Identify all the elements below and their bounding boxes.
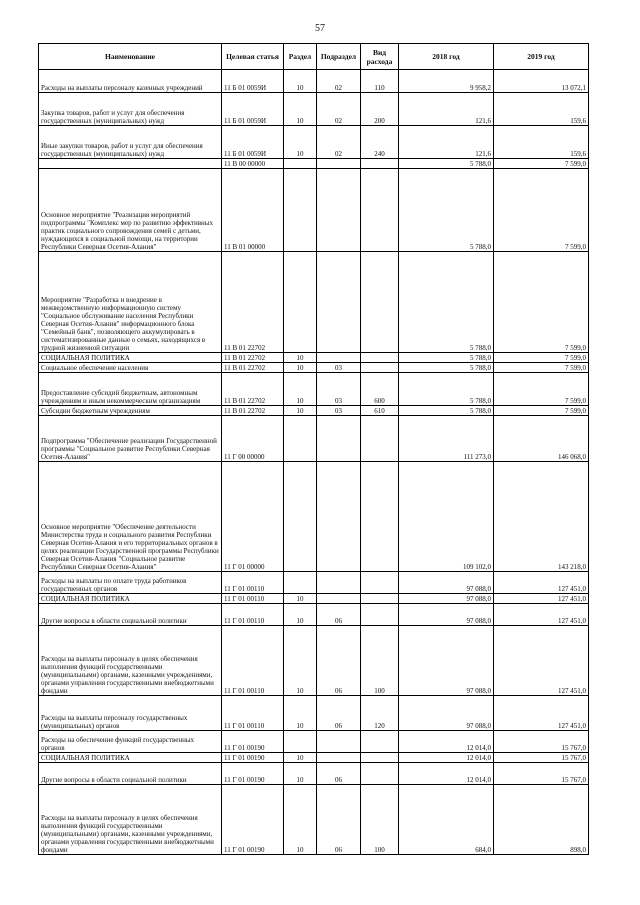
row-code-cell: 11 В 01 22702 — [222, 252, 284, 353]
row-2019-cell: 13 072,1 — [494, 70, 589, 93]
row-name-cell: Мероприятие "Разработка и внедрение в межведомственную информационную систему "Социальное обслуживание населения Республики Северная Осетия-Алания" информационного блока "Семейный банк", позволяющего аккумулировать в систематизированные данные о семьях, находящихся в трудной жизненной ситуации — [39, 252, 222, 353]
row-name-cell: Основное мероприятие "Обеспечение деятельности Министерства труда и социального развития Республики Северная Осетия-Алания и его территориальных органов в целях реализации Государственной программы Республики Северная Осетия-Алания "Социальное развитие Республики Северная Осетия-Алания" — [39, 462, 222, 572]
row-section-cell: 10 — [284, 696, 317, 731]
header-2019: 2019 год — [494, 44, 589, 70]
row-code-cell: 11 Г 01 00110 — [222, 594, 284, 604]
row-expense-type-cell — [361, 462, 399, 572]
row-2018-cell: 12 014,0 — [399, 763, 494, 785]
row-code-cell: 11 Г 01 00190 — [222, 753, 284, 763]
row-expense-type-cell: 100 — [361, 626, 399, 696]
row-name-cell: Подпрограмма "Обеспечение реализации Государственной программы "Социальное развитие Республики Северная Осетия-Алания" — [39, 416, 222, 462]
row-2019-cell: 146 068,0 — [494, 416, 589, 462]
row-name-cell: Иные закупки товаров, работ и услуг для обеспечения государственных (муниципальных) нужд — [39, 126, 222, 159]
row-2018-cell: 684,0 — [399, 785, 494, 855]
row-subsection-cell: 06 — [317, 763, 361, 785]
table-row — [39, 572, 589, 594]
row-code-cell: 11 Г 01 00110 — [222, 696, 284, 731]
row-2018-cell: 109 102,0 — [399, 462, 494, 572]
row-2018-cell: 121,6 — [399, 126, 494, 159]
row-2019-cell: 7 599,0 — [494, 373, 589, 406]
header-row — [39, 44, 589, 70]
row-section-cell: 10 — [284, 406, 317, 416]
row-section-cell — [284, 169, 317, 252]
row-subsection-cell: 06 — [317, 626, 361, 696]
row-subsection-cell: 03 — [317, 363, 361, 373]
row-subsection-cell — [317, 353, 361, 363]
row-2019-cell: 7 599,0 — [494, 159, 589, 169]
row-code-cell: 11 Г 01 00190 — [222, 763, 284, 785]
row-2019-cell: 15 767,0 — [494, 753, 589, 763]
row-name-cell: Расходы на обеспечение функций государственных органов — [39, 731, 222, 753]
row-2018-cell: 97 088,0 — [399, 604, 494, 626]
table-row — [39, 604, 589, 626]
header-section: Раздел — [284, 44, 317, 70]
header-name: Наименование — [39, 44, 222, 70]
row-expense-type-cell: 200 — [361, 93, 399, 126]
row-section-cell: 10 — [284, 785, 317, 855]
row-2018-cell: 5 788,0 — [399, 169, 494, 252]
table-row — [39, 416, 589, 462]
row-code-cell: 11 Г 01 00000 — [222, 462, 284, 572]
table-row — [39, 753, 589, 763]
row-subsection-cell — [317, 753, 361, 763]
table-row — [39, 731, 589, 753]
row-subsection-cell: 06 — [317, 696, 361, 731]
row-2018-cell: 5 788,0 — [399, 373, 494, 406]
row-2019-cell: 159,6 — [494, 93, 589, 126]
row-section-cell: 10 — [284, 70, 317, 93]
row-2018-cell: 97 088,0 — [399, 594, 494, 604]
row-2018-cell: 121,6 — [399, 93, 494, 126]
row-expense-type-cell — [361, 363, 399, 373]
row-expense-type-cell — [361, 416, 399, 462]
row-subsection-cell — [317, 252, 361, 353]
row-subsection-cell — [317, 594, 361, 604]
row-expense-type-cell — [361, 252, 399, 353]
row-2019-cell: 7 599,0 — [494, 353, 589, 363]
row-2018-cell: 5 788,0 — [399, 252, 494, 353]
table-row — [39, 70, 589, 93]
row-2018-cell: 12 014,0 — [399, 753, 494, 763]
row-expense-type-cell — [361, 604, 399, 626]
header-expense-type: Вид расхода — [361, 44, 399, 70]
header-code: Целевая статья — [222, 44, 284, 70]
row-code-cell: 11 Б 01 0059И — [222, 70, 284, 93]
row-2019-cell: 7 599,0 — [494, 406, 589, 416]
row-section-cell: 10 — [284, 604, 317, 626]
header-subsection: Подраздел — [317, 44, 361, 70]
row-name-cell — [39, 159, 222, 169]
table-row — [39, 93, 589, 126]
row-expense-type-cell — [361, 169, 399, 252]
row-section-cell — [284, 252, 317, 353]
table-row — [39, 126, 589, 159]
row-section-cell: 10 — [284, 93, 317, 126]
row-2018-cell: 97 088,0 — [399, 572, 494, 594]
row-code-cell: 11 Г 01 00110 — [222, 572, 284, 594]
row-code-cell: 11 Г 00 00000 — [222, 416, 284, 462]
row-code-cell: 11 Б 01 0059И — [222, 93, 284, 126]
row-code-cell: 11 В 01 22702 — [222, 353, 284, 363]
row-name-cell: СОЦИАЛЬНАЯ ПОЛИТИКА — [39, 353, 222, 363]
row-2018-cell: 97 088,0 — [399, 626, 494, 696]
row-name-cell: Другие вопросы в области социальной политики — [39, 604, 222, 626]
row-2018-cell: 12 014,0 — [399, 731, 494, 753]
row-section-cell: 10 — [284, 373, 317, 406]
row-name-cell: Предоставление субсидий бюджетным, автономным учреждениям и иным некоммерческим организациям — [39, 373, 222, 406]
row-section-cell: 10 — [284, 594, 317, 604]
row-2018-cell: 5 788,0 — [399, 363, 494, 373]
row-2019-cell: 127 451,0 — [494, 696, 589, 731]
row-2018-cell: 5 788,0 — [399, 353, 494, 363]
row-section-cell: 10 — [284, 753, 317, 763]
table-row — [39, 594, 589, 604]
row-subsection-cell: 03 — [317, 373, 361, 406]
row-name-cell: СОЦИАЛЬНАЯ ПОЛИТИКА — [39, 594, 222, 604]
row-2018-cell: 5 788,0 — [399, 159, 494, 169]
table-row — [39, 159, 589, 169]
row-subsection-cell — [317, 731, 361, 753]
row-section-cell — [284, 159, 317, 169]
row-code-cell: 11 Б 01 0059И — [222, 126, 284, 159]
row-expense-type-cell: 120 — [361, 696, 399, 731]
row-name-cell: Расходы на выплаты персоналу в целях обеспечения выполнения функций государственными (муниципальными) органами, казенными учреждениями, органами управления государственными внебюджетными фондами — [39, 785, 222, 855]
header-2018: 2018 год — [399, 44, 494, 70]
row-2019-cell: 127 451,0 — [494, 604, 589, 626]
row-2019-cell: 898,0 — [494, 785, 589, 855]
table-row — [39, 696, 589, 731]
row-subsection-cell — [317, 169, 361, 252]
row-section-cell — [284, 572, 317, 594]
row-subsection-cell: 02 — [317, 93, 361, 126]
table-row — [39, 353, 589, 363]
row-expense-type-cell — [361, 159, 399, 169]
row-2019-cell: 15 767,0 — [494, 731, 589, 753]
row-section-cell: 10 — [284, 353, 317, 363]
row-name-cell: СОЦИАЛЬНАЯ ПОЛИТИКА — [39, 753, 222, 763]
row-expense-type-cell — [361, 353, 399, 363]
row-subsection-cell — [317, 159, 361, 169]
row-code-cell: 11 В 01 22702 — [222, 363, 284, 373]
table-row — [39, 462, 589, 572]
table-row — [39, 406, 589, 416]
row-2019-cell: 143 218,0 — [494, 462, 589, 572]
row-name-cell: Субсидии бюджетным учреждениям — [39, 406, 222, 416]
row-2018-cell: 111 273,0 — [399, 416, 494, 462]
row-code-cell: 11 Г 01 00190 — [222, 731, 284, 753]
row-code-cell: 11 В 01 22702 — [222, 406, 284, 416]
row-section-cell: 10 — [284, 363, 317, 373]
row-2019-cell: 127 451,0 — [494, 594, 589, 604]
row-name-cell: Другие вопросы в области социальной политики — [39, 763, 222, 785]
row-name-cell: Социальное обеспечение населения — [39, 363, 222, 373]
row-subsection-cell — [317, 416, 361, 462]
table-row — [39, 626, 589, 696]
row-subsection-cell: 06 — [317, 785, 361, 855]
row-section-cell: 10 — [284, 126, 317, 159]
row-2018-cell: 5 788,0 — [399, 406, 494, 416]
table-row — [39, 763, 589, 785]
row-name-cell: Закупка товаров, работ и услуг для обеспечения государственных (муниципальных) нужд — [39, 93, 222, 126]
row-expense-type-cell — [361, 763, 399, 785]
row-section-cell — [284, 416, 317, 462]
row-2019-cell: 159,6 — [494, 126, 589, 159]
row-subsection-cell — [317, 462, 361, 572]
row-expense-type-cell: 100 — [361, 785, 399, 855]
row-expense-type-cell: 240 — [361, 126, 399, 159]
row-name-cell: Расходы на выплаты по оплате труда работников государственных органов — [39, 572, 222, 594]
row-2019-cell: 15 767,0 — [494, 763, 589, 785]
row-expense-type-cell — [361, 594, 399, 604]
row-section-cell: 10 — [284, 626, 317, 696]
row-name-cell: Расходы на выплаты персоналу казенных учреждений — [39, 70, 222, 93]
row-name-cell: Расходы на выплаты персоналу в целях обеспечения выполнения функций государственными (муниципальными) органами, казенными учреждениями, органами управления государственными внебюджетными фондами — [39, 626, 222, 696]
table-row — [39, 363, 589, 373]
row-section-cell — [284, 462, 317, 572]
row-subsection-cell: 02 — [317, 126, 361, 159]
row-2018-cell: 9 958,2 — [399, 70, 494, 93]
budget-table — [38, 43, 589, 855]
page-number: 57 — [315, 23, 325, 34]
row-expense-type-cell: 600 — [361, 373, 399, 406]
row-subsection-cell — [317, 572, 361, 594]
row-2019-cell: 7 599,0 — [494, 252, 589, 353]
row-expense-type-cell — [361, 572, 399, 594]
row-expense-type-cell: 610 — [361, 406, 399, 416]
table-row — [39, 252, 589, 353]
table-row — [39, 169, 589, 252]
row-code-cell: 11 Г 01 00190 — [222, 785, 284, 855]
row-code-cell: 11 Г 01 00110 — [222, 604, 284, 626]
row-expense-type-cell: 110 — [361, 70, 399, 93]
row-2019-cell: 127 451,0 — [494, 626, 589, 696]
row-subsection-cell: 06 — [317, 604, 361, 626]
row-subsection-cell: 02 — [317, 70, 361, 93]
row-expense-type-cell — [361, 753, 399, 763]
row-code-cell: 11 Г 01 00110 — [222, 626, 284, 696]
row-2019-cell: 127 451,0 — [494, 572, 589, 594]
row-name-cell: Основное мероприятие "Реализация мероприятий подпрограммы "Комплекс мер по развитию эффективных практик социального сопровождения семей с детьми, нуждающихся в социальной помощи, на территории Республики Северная Осетия-Алания" — [39, 169, 222, 252]
row-subsection-cell: 03 — [317, 406, 361, 416]
row-section-cell: 10 — [284, 763, 317, 785]
row-2019-cell: 7 599,0 — [494, 363, 589, 373]
table-row — [39, 785, 589, 855]
row-section-cell — [284, 731, 317, 753]
row-name-cell: Расходы на выплаты персоналу государственных (муниципальных) органов — [39, 696, 222, 731]
row-2019-cell: 7 599,0 — [494, 169, 589, 252]
row-code-cell: 11 В 01 00000 — [222, 169, 284, 252]
table-body — [39, 70, 589, 855]
row-code-cell: 11 В 00 00000 — [222, 159, 284, 169]
table-row — [39, 373, 589, 406]
row-code-cell: 11 В 01 22702 — [222, 373, 284, 406]
table-header — [39, 44, 589, 70]
row-2018-cell: 97 088,0 — [399, 696, 494, 731]
row-expense-type-cell — [361, 731, 399, 753]
